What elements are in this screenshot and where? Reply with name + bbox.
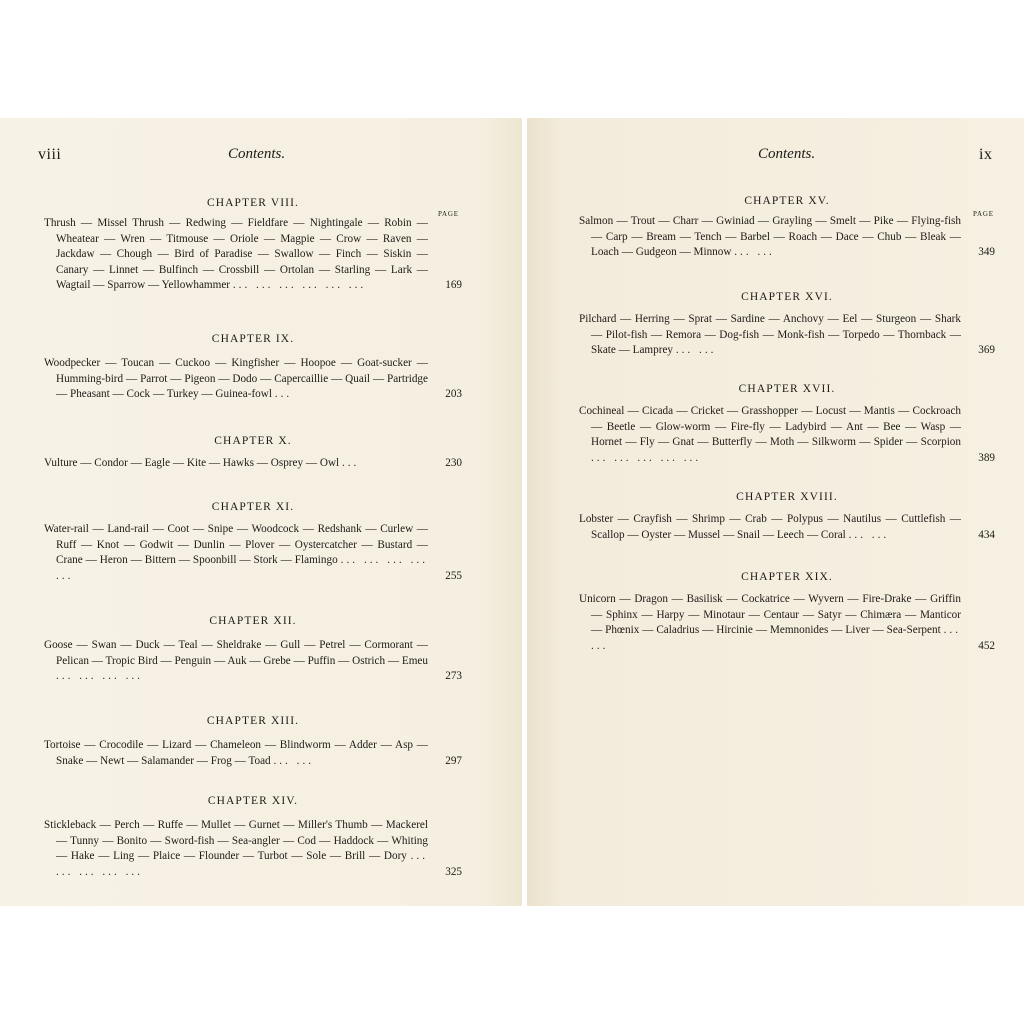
leader-dots: ... ... ... ... ... [591,451,702,464]
leader-dots: ... ... [273,754,315,767]
chapter-xv [579,192,995,261]
chapter-title: CHAPTER XVIII. [736,491,838,503]
page-number: 297 [445,754,462,767]
chapter-title: CHAPTER XVI. [741,291,833,303]
page-label-left: PAGE [438,210,459,218]
entry-text: Tortoise — Crocodile — Lizard — Chameleon — Blindworm — Adder — Asp — Snake — Newt — Salamander — Frog — Toad [44,739,428,767]
chapter-xvi [579,288,995,359]
chapter-title: CHAPTER XV. [744,195,830,207]
chapter-title: CHAPTER X. [214,435,292,447]
chapter-title: CHAPTER VIII. [206,197,300,209]
leader-dots: ... ... [734,246,775,259]
chapter-entry [44,818,462,880]
chapter-title: CHAPTER XI. [211,501,295,513]
entry-text: Vulture — Condor — Eagle — Kite — Hawks — Osprey — Owl [44,457,340,469]
chapter-xvii [579,380,995,466]
chapter-entry [44,216,462,294]
entry-text: Cochineal — Cicada — Cricket — Grasshopper — Locust — Mantis — Cockroach — Beetle — Glow-worm — Fire-fly — Ladybird — Ant — Bee — Wasp — Hornet — Fly — Gnat — Butterfly — Moth — Silkworm — Spider — Scorpion [579,405,961,449]
entry-text: Lobster — Crayfish — Shrimp — Crab — Polypus — Nautilus — Cuttlefish — Scallop — Oyster — Mussel — Snail — Leech — Coral [579,513,961,541]
chapter-entry [44,738,462,769]
chapter-xii [44,612,462,685]
chapter-entry [579,312,995,359]
leader-dots: ... ... [591,624,961,652]
chapter-entry [44,456,462,472]
chapter-xix [579,568,995,654]
entry-text: Unicorn — Dragon — Basilisk — Cockatrice — Wyvern — Fire-Drake — Griffin — Sphinx — Harpy — Minotaur — Centaur — Satyr — Chimæra — Manticor — Phœnix — Caladrius — Hircinie — Memnonides — Liver — Sea-Serpent [579,593,961,637]
chapter-title: CHAPTER XIII. [206,715,300,727]
chapter-title: CHAPTER XIV. [207,795,299,807]
chapter-ix [44,330,462,403]
running-head-left: Contents. [228,146,286,162]
leader-dots: ... ... ... ... ... [56,850,428,878]
page-number: 434 [978,528,995,541]
chapter-entry [44,638,462,685]
entry-text: Salmon — Trout — Charr — Gwiniad — Grayling — Smelt — Pike — Flying-fish — Carp — Bream — Tench — Barbel — Roach — Dace — Chub — Bleak — Loach — Gudgeon — Minnow [579,215,961,259]
page-number: 203 [445,388,462,401]
entry-text: Stickleback — Perch — Ruffe — Mullet — Gurnet — Miller's Thumb — Mackerel — Tunny — Bonito — Sword-fish — Sea-angler — Cod — Haddock — Whiting — Hake — Ling — Plaice — Flounder — Turbot — Sole — Brill — Dory [44,819,428,863]
entry-text: Woodpecker — Toucan — Cuckoo — Kingfisher — Hoopoe — Goat-sucker — Humming-bird — Parrot — Pigeon — Dodo — Capercaillie — Quail — Partridge — Pheasant — Cock — Turkey — Guinea-fowl [44,357,428,401]
page-number: 273 [445,670,462,683]
page-number: 230 [445,457,462,469]
chapter-title: CHAPTER XVII. [738,383,836,395]
page-label-right: PAGE [973,210,994,218]
leader-dots: ... ... ... ... ... [56,554,429,582]
page-number: 255 [445,569,462,582]
page-number: 169 [445,279,462,292]
leader-dots: ... [341,457,360,469]
left-page [0,118,522,906]
leader-dots: ... ... [675,344,717,357]
folio-right: ix [979,146,993,163]
leader-dots: ... [274,388,293,401]
leader-dots: ... ... ... ... ... ... [232,279,367,292]
chapter-entry [579,512,995,543]
chapter-entry [579,404,995,466]
folio-left: viii [38,146,62,163]
chapter-viii [44,194,462,294]
chapter-entry [44,522,462,584]
chapter-xiv [44,792,462,880]
page-number: 452 [978,639,995,652]
page-number: 349 [978,246,995,259]
leader-dots: ... ... [848,528,890,541]
chapter-title: CHAPTER XIX. [741,571,833,583]
chapter-x [44,432,462,472]
chapter-entry [579,592,995,654]
entry-text: Pilchard — Herring — Sprat — Sardine — Anchovy — Eel — Sturgeon — Shark — Pilot-fish — Remora — Dog-fish — Monk-fish — Torpedo — Thornback — Skate — Lamprey [579,313,961,357]
leader-dots: ... ... ... ... [56,670,143,683]
chapter-entry [579,214,995,261]
chapter-title: CHAPTER XII. [209,615,297,627]
chapter-title: CHAPTER IX. [211,333,295,345]
chapter-entry [44,356,462,403]
page-number: 389 [978,451,995,464]
page-number: 325 [445,865,462,878]
right-page [527,118,1024,906]
chapter-xviii [579,488,995,543]
entry-text: Thrush — Missel Thrush — Redwing — Fieldfare — Nightingale — Robin — Wheatear — Wren — Titmouse — Oriole — Magpie — Crow — Raven — Jackdaw — Chough — Bird of Paradise — Swallow — Finch — Siskin — Canary — Linnet — Bulfinch — Crossbill — Ortolan — Starling — Lark — Wagtail — Sparrow — Yellowhammer [44,217,428,292]
running-head-right: Contents. [758,146,816,162]
entry-text: Goose — Swan — Duck — Teal — Sheldrake — Gull — Petrel — Cormorant — Pelican — Tropic Bird — Penguin — Auk — Grebe — Puffin — Ostrich — Emeu [44,639,428,667]
entry-text: Water-rail — Land-rail — Coot — Snipe — Woodcock — Redshank — Curlew — Ruff — Knot — Godwit — Dunlin — Plover — Oystercatcher — Bustard — Crane — Heron — Bittern — Spoonbill — Stork — Flamingo [44,523,428,567]
chapter-xi [44,498,462,584]
chapter-xiii [44,712,462,769]
page-number: 369 [978,344,995,357]
